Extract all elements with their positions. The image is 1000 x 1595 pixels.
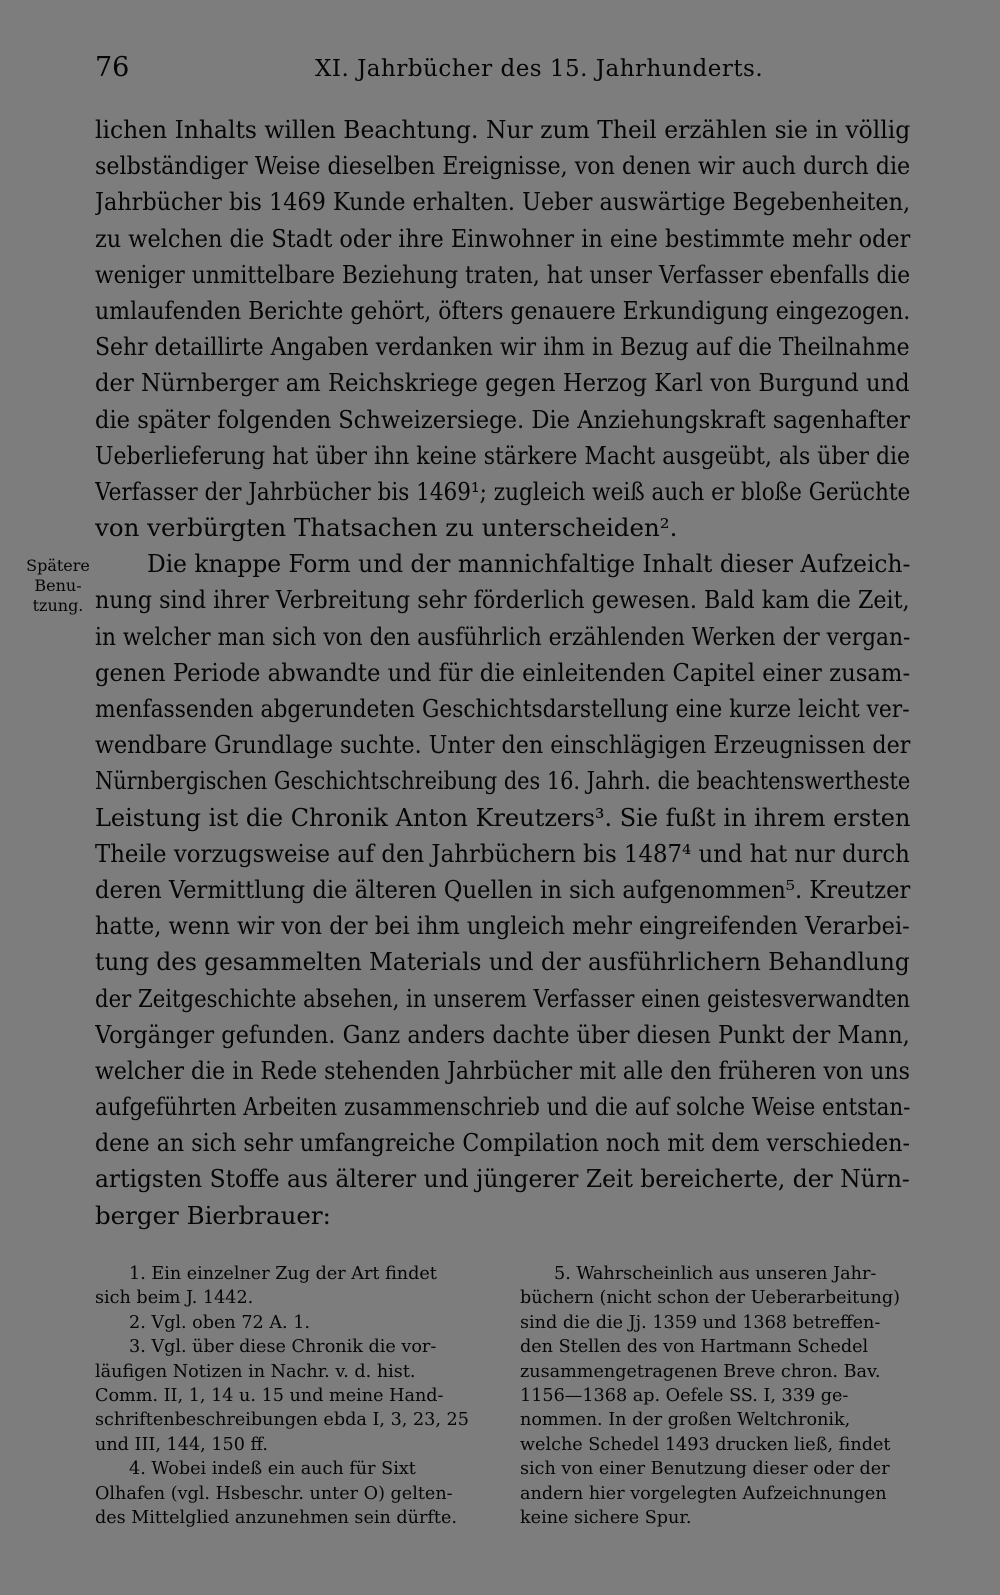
text-line: Die knappe Form und der mannichfaltige Inhalt dieser Aufzeich- <box>147 549 911 579</box>
footnote-line: den Stellen des von Hartmann Schedel <box>520 1337 869 1358</box>
footnote-line: läufigen Notizen in Nachr. v. d. hist. <box>95 1361 416 1382</box>
text-line: Vorgänger gefunden. Ganz anders dachte über diesen Punkt der Mann, <box>95 1019 910 1049</box>
footnote-line: und III, 144, 150 ff. <box>95 1434 268 1455</box>
footnote-line: 1156—1368 ap. Oefele SS. I, 339 ge- <box>520 1385 849 1406</box>
margin-note-line: Benu- <box>34 576 82 595</box>
text-line: nung sind ihrer Verbreitung sehr förderlich gewesen. Bald kam die Zeit, <box>95 585 910 615</box>
text-line: Jahrbücher bis 1469 Kunde erhalten. Ueber auswärtige Begebenheiten, <box>95 187 911 217</box>
footnote-line: büchern (nicht schon der Ueberarbeitung) <box>520 1288 900 1309</box>
text-line: weniger unmittelbare Beziehung traten, hat unser Verfasser ebenfalls die <box>95 259 911 289</box>
footnote-line: sich beim J. 1442. <box>95 1288 254 1309</box>
margin-note-line: Spätere <box>26 556 90 575</box>
footnote-line: 3. Vgl. über diese Chronik die vor- <box>129 1337 437 1358</box>
text-line: selbständiger Weise dieselben Ereignisse, von denen wir auch durch die <box>95 151 911 181</box>
page-number: 76 <box>95 52 130 83</box>
footnotes-left-column <box>95 1262 490 1530</box>
footnotes-right-column <box>520 1262 915 1530</box>
footnote-line: des Mittelglied anzunehmen sein dürfte. <box>95 1507 457 1528</box>
text-line: Nürnbergischen Geschichtschreibung des 16. Jahrh. die beachtenswertheste <box>95 766 911 796</box>
text-line: zu welchen die Stadt oder ihre Einwohner in eine bestimmte mehr oder <box>95 223 911 253</box>
footnote-line: 1. Ein einzelner Zug der Art findet <box>129 1264 437 1284</box>
text-line: genen Periode abwandte und für die einleitenden Capitel einer zusam- <box>95 657 911 687</box>
footnote-line: Olhafen (vgl. Hsbeschr. unter O) gelten- <box>95 1483 453 1504</box>
footnote-line: andern hier vorgelegten Aufzeichnungen <box>520 1483 887 1504</box>
text-line: in welcher man sich von den ausführlich erzählenden Werken der vergan- <box>95 621 911 651</box>
text-line: von verbürgten Thatsachen zu unterscheiden². <box>95 513 678 543</box>
text-line: lichen Inhalts willen Beachtung. Nur zum Theil erzählen sie in völlig <box>95 115 911 144</box>
footnote-line: sind die die Jj. 1359 und 1368 betreffen- <box>520 1312 881 1333</box>
footnote-line: zusammengetragenen Breve chron. Bav. <box>520 1361 881 1382</box>
footnote-line: schriftenbeschreibungen ebda I, 3, 23, 25 <box>95 1410 469 1431</box>
text-line: Verfasser der Jahrbücher bis 1469¹; zugleich weiß auch er bloße Gerüchte <box>95 476 911 506</box>
text-line: menfassenden abgerundeten Geschichtsdarstellung eine kurze leicht ver- <box>95 694 910 723</box>
footnote-line: 5. Wahrscheinlich aus unseren Jahr- <box>554 1264 877 1284</box>
margin-note <box>22 556 94 616</box>
text-line: artigsten Stoffe aus älterer und jüngerer Zeit bereicherte, der Nürn- <box>95 1164 910 1194</box>
text-line: Ueberlieferung hat über ihn keine stärkere Macht ausgeübt, als über die <box>95 440 911 470</box>
footnote-line: 2. Vgl. oben 72 A. 1. <box>129 1312 311 1333</box>
footnote-line: sich von einer Benutzung dieser oder der <box>520 1459 890 1480</box>
footnote-line: keine sichere Spur. <box>520 1507 692 1528</box>
main-text <box>95 112 921 1234</box>
footnote-line: Comm. II, 1, 14 u. 15 und meine Hand- <box>95 1385 444 1406</box>
text-line: dene an sich sehr umfangreiche Compilation noch mit dem verschieden- <box>95 1128 911 1158</box>
text-line: hatte, wenn wir von der bei ihm ungleich mehr eingreifenden Verarbei- <box>95 911 910 941</box>
footnote-line: 4. Wobei indeß ein auch für Sixt <box>129 1459 416 1480</box>
text-line: Theile vorzugsweise auf den Jahrbüchern bis 1487⁴ und hat nur durch <box>95 838 910 868</box>
margin-note-line: tzung. <box>32 596 84 615</box>
text-line: umlaufenden Berichte gehört, öfters genauere Erkundigung eingezogen. <box>95 295 911 325</box>
footnote-line: welche Schedel 1493 drucken ließ, findet <box>520 1434 891 1455</box>
running-title: XI. Jahrbücher des 15. Jahrhunderts. <box>315 56 764 82</box>
text-line: deren Vermittlung die älteren Quellen in sich aufgenommen⁵. Kreutzer <box>95 874 911 904</box>
text-line: berger Bierbrauer: <box>95 1200 331 1230</box>
text-line: aufgeführten Arbeiten zusammenschrieb und die auf solche Weise entstan- <box>95 1092 911 1122</box>
text-line: Leistung ist die Chronik Anton Kreutzers³. Sie fußt in ihrem ersten <box>95 802 911 832</box>
page-header <box>95 52 905 92</box>
footnote-line: nommen. In der großen Weltchronik, <box>520 1410 851 1431</box>
text-line: tung des gesammelten Materials und der ausführlichern Behandlung <box>95 947 910 977</box>
text-line: die später folgenden Schweizersiege. Die Anziehungskraft sagenhafter <box>95 404 910 434</box>
text-line: welcher die in Rede stehenden Jahrbücher mit alle den früheren von uns <box>95 1055 910 1085</box>
text-line: der Nürnberger am Reichskriege gegen Herzog Karl von Burgund und <box>95 368 910 398</box>
text-line: Sehr detaillirte Angaben verdanken wir ihm in Bezug auf die Theilnahme <box>95 332 910 362</box>
text-line: wendbare Grundlage suchte. Unter den einschlägigen Erzeugnissen der <box>95 730 911 760</box>
text-line: der Zeitgeschichte absehen, in unserem Verfasser einen geistesverwandten <box>95 983 911 1013</box>
